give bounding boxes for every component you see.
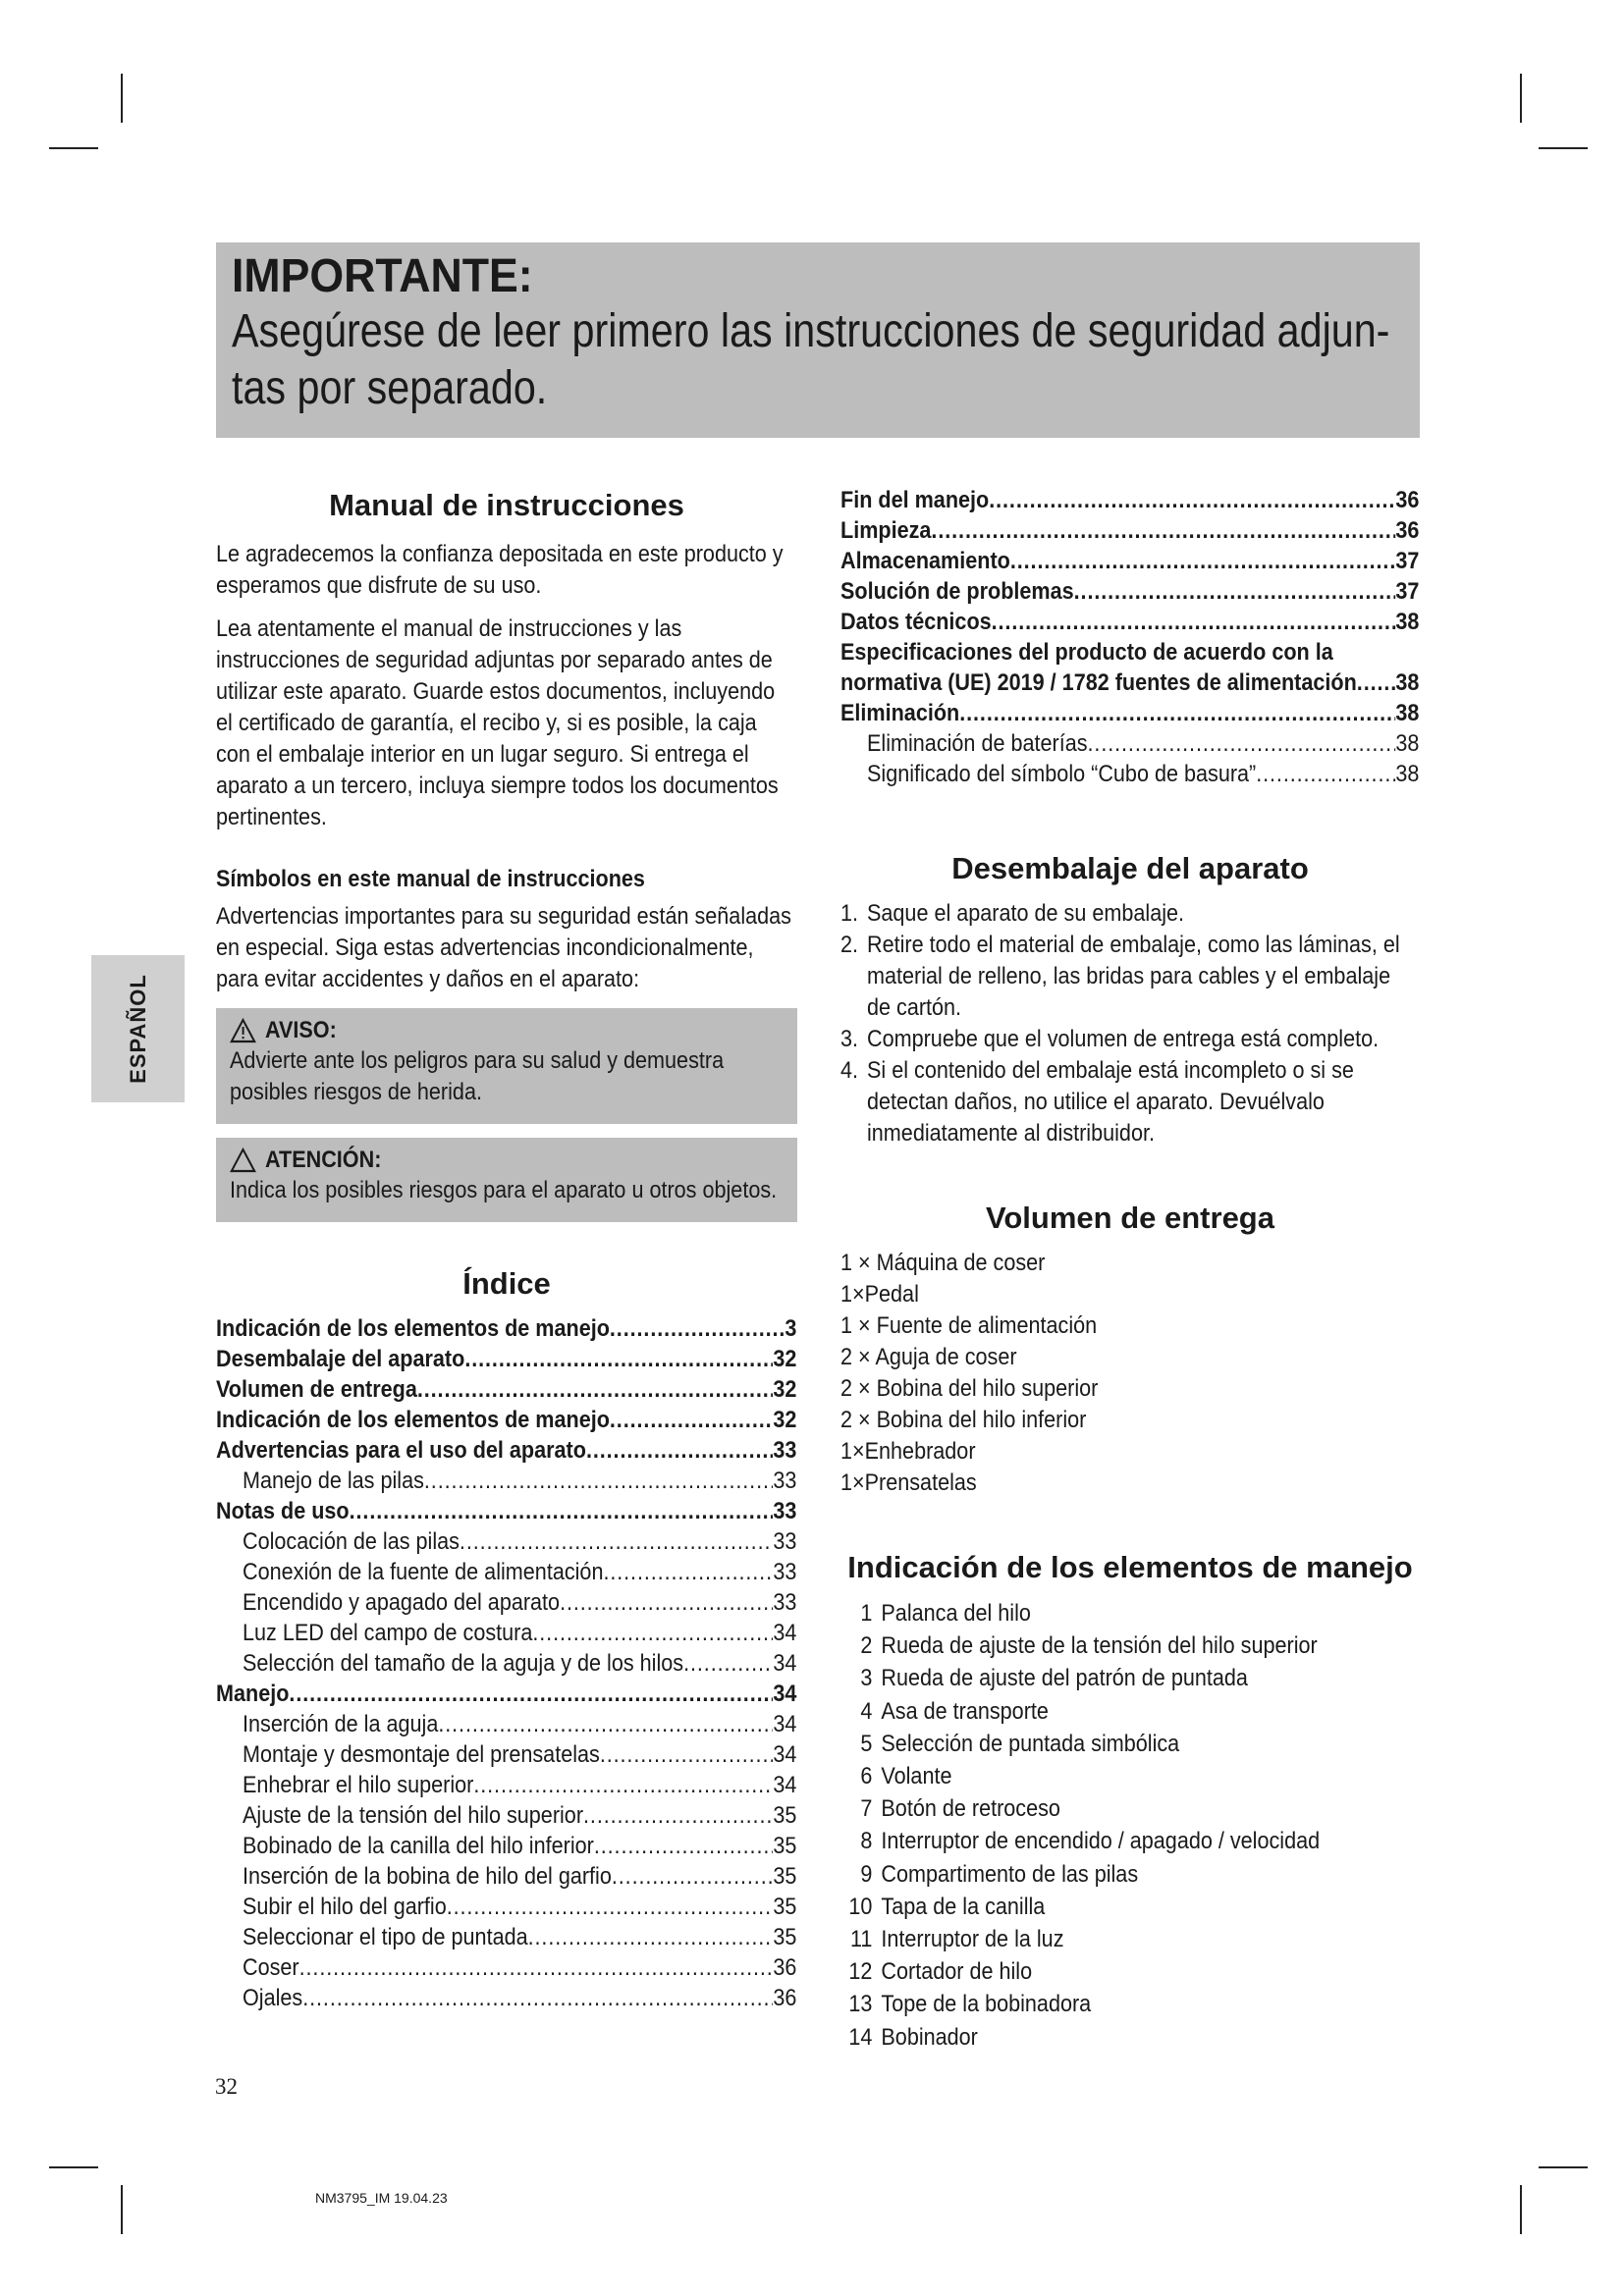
toc-leader-dots	[464, 1344, 773, 1374]
control-element-item	[840, 1760, 1419, 1792]
control-element-number: 3	[860, 1665, 873, 1692]
toc-entry-page: 33	[773, 1528, 797, 1555]
crop-mark	[1539, 2166, 1588, 2168]
toc-entry-page: 32	[773, 1407, 797, 1433]
toc-entry-label: Limpieza	[840, 517, 932, 544]
toc-entry-page: 34	[773, 1772, 797, 1798]
unpacking-step	[840, 1024, 1419, 1055]
toc-entry	[216, 1709, 796, 1739]
toc-entry-label: Bobinado de la canilla del hilo inferior	[243, 1833, 594, 1859]
control-element-number: 8	[860, 1828, 873, 1855]
toc-leader-dots	[1256, 759, 1395, 789]
control-element-item	[840, 1858, 1419, 1891]
toc-leader-dots	[460, 1526, 773, 1557]
crop-mark	[49, 2166, 98, 2168]
toc-entry-page: 33	[773, 1559, 797, 1585]
footer-code: NM3795_IM 19.04.23	[315, 2190, 448, 2206]
toc-leader-dots	[603, 1557, 773, 1587]
manual-intro: Le agradecemos la confianza depositada en este producto y esperamos que disfrute de su uso.	[216, 541, 784, 599]
toc-leader-dots	[438, 1709, 773, 1739]
toc-entry-label: Indicación de los elementos de manejo	[216, 1315, 610, 1342]
delivery-heading: Volumen de entrega	[986, 1201, 1274, 1235]
aviso-text: Advierte ante los peligros para su salud y demuestra posibles riesgos de herida.	[230, 1047, 725, 1105]
toc-leader-dots	[610, 1405, 773, 1435]
toc-entry	[840, 576, 1419, 607]
warning-icon	[230, 1018, 256, 1043]
toc-leader-dots	[992, 607, 1396, 637]
toc-entry-page: 32	[773, 1376, 797, 1403]
toc-entry-label: Eliminación	[840, 700, 960, 726]
symbols-heading: Símbolos en este manual de instrucciones	[216, 866, 645, 892]
control-element-label: Asa de transporte	[881, 1697, 1049, 1725]
step-text: Saque el aparato de su embalaje.	[867, 900, 1185, 927]
manual-body: Lea atentamente el manual de instrucciones y las instrucciones de seguridad adjuntas por separado antes de utilizar este aparato. Guarde estos documentos, incluyendo el certificado de garantía, el recibo y, si es posible, la caja con el embalaje interior en un lugar seguro. Si entrega el aparato a un tercero, incluya siempre todos los documentos pertinentes.	[216, 615, 779, 830]
toc-entry-label: Volumen de entrega	[216, 1376, 417, 1403]
control-element-label: Bobinador	[881, 2023, 978, 2051]
control-element-label: Compartimento de las pilas	[881, 1860, 1139, 1888]
toc-entry	[216, 1435, 796, 1466]
toc-entry-label: Almacenamiento	[840, 548, 1010, 574]
toc-entry	[840, 637, 1419, 667]
control-element-item	[840, 1695, 1419, 1728]
control-element-number: 11	[849, 1926, 873, 1953]
toc-leader-dots	[594, 1831, 774, 1861]
step-number: 1.	[840, 900, 859, 927]
toc-entry	[216, 1892, 796, 1922]
control-element-number: 4	[860, 1697, 873, 1725]
atencion-box	[216, 1138, 797, 1222]
unpacking-step	[840, 898, 1419, 930]
toc-entry	[840, 546, 1419, 576]
toc-entry-label: Colocación de las pilas	[243, 1528, 460, 1555]
control-element-number: 9	[860, 1860, 873, 1888]
step-number: 3.	[840, 1026, 859, 1052]
toc-entry-label: Datos técnicos	[840, 609, 992, 635]
control-element-item	[840, 1792, 1419, 1825]
warning-icon	[230, 1148, 256, 1173]
atencion-text: Indica los posibles riesgos para el aparato u otros objetos.	[230, 1177, 778, 1203]
toc-entry-label: Encendido y apagado del aparato	[243, 1589, 561, 1616]
toc-leader-dots	[959, 698, 1395, 728]
control-element-label: Cortador de hilo	[881, 1958, 1033, 1986]
toc-entry-label: Ajuste de la tensión del hilo superior	[243, 1802, 584, 1829]
toc-entry-label: Inserción de la aguja	[243, 1711, 439, 1737]
toc-entry-label: Manejo	[216, 1681, 290, 1707]
toc-entry	[216, 1313, 796, 1344]
toc-entry	[840, 607, 1419, 637]
banner-title: IMPORTANTE:	[232, 250, 533, 302]
toc-leader-dots	[1357, 667, 1396, 698]
step-number: 2.	[840, 932, 859, 958]
control-element-item	[840, 1662, 1419, 1694]
toc-leader-dots	[302, 1983, 773, 2013]
toc-entry-page: 36	[773, 1954, 797, 1981]
toc-entry-label: Advertencias para el uso del aparato	[216, 1437, 586, 1464]
toc-entry	[216, 1770, 796, 1800]
toc-entry-label: Subir el hilo del garfio	[243, 1894, 447, 1920]
toc-entry-page: 34	[773, 1620, 797, 1646]
toc-leader-dots	[612, 1861, 774, 1892]
toc-entry	[216, 1557, 796, 1587]
delivery-item: 2 × Bobina del hilo inferior	[840, 1407, 1087, 1433]
toc-entry	[216, 1922, 796, 1952]
control-element-label: Rueda de ajuste del patrón de puntada	[881, 1665, 1248, 1692]
toc-entry	[216, 1587, 796, 1618]
left-column	[216, 488, 797, 833]
toc-entry-page: 37	[1395, 548, 1420, 574]
control-element-item	[840, 1597, 1419, 1629]
toc-entry-page: 34	[773, 1711, 797, 1737]
unpacking-step	[840, 1055, 1419, 1149]
delivery-item: 1×Enhebrador	[840, 1438, 976, 1465]
toc-entry-page: 38	[1395, 669, 1420, 696]
control-element-number: 14	[848, 2023, 873, 2051]
control-element-number: 5	[860, 1730, 873, 1757]
unpacking-section	[840, 851, 1420, 1149]
crop-mark	[1520, 74, 1522, 123]
toc-entry	[216, 1983, 796, 2013]
control-element-label: Palanca del hilo	[881, 1600, 1031, 1627]
toc-entry-page: 33	[773, 1468, 797, 1494]
control-element-number: 6	[860, 1763, 873, 1790]
toc-entry-page: 3	[785, 1315, 797, 1342]
toc-entry-label: Conexión de la fuente de alimentación	[243, 1559, 604, 1585]
control-element-number: 2	[860, 1632, 873, 1660]
crop-mark	[121, 74, 123, 123]
toc-entry-label: Luz LED del campo de costura	[243, 1620, 533, 1646]
toc-leader-dots	[1010, 546, 1396, 576]
toc-leader-dots	[1088, 728, 1396, 759]
toc-entry-label: Coser	[243, 1954, 299, 1981]
toc-entry	[216, 1679, 796, 1709]
control-element-item	[840, 1825, 1419, 1857]
toc-entry-page: 35	[773, 1833, 797, 1859]
toc-entry-page: 35	[773, 1863, 797, 1890]
toc-entry	[216, 1739, 796, 1770]
toc-entry	[216, 1618, 796, 1648]
toc-entry-page: 32	[773, 1346, 797, 1372]
control-element-label: Interruptor de la luz	[881, 1926, 1064, 1953]
toc-entry-label: Selección del tamaño de la aguja y de los hilos	[243, 1650, 684, 1677]
toc-leader-dots	[473, 1770, 773, 1800]
crop-mark	[1520, 2185, 1522, 2234]
toc-entry-label: Montaje y desmontaje del prensatelas	[243, 1741, 600, 1768]
toc-leader-dots	[350, 1496, 774, 1526]
control-element-item	[840, 1988, 1419, 2020]
toc-leader-dots	[583, 1800, 773, 1831]
toc-entry	[840, 728, 1419, 759]
toc-entry	[840, 698, 1419, 728]
control-element-label: Rueda de ajuste de la tensión del hilo superior	[881, 1632, 1318, 1660]
crop-mark	[49, 147, 98, 149]
step-text: Compruebe que el volumen de entrega está completo.	[867, 1026, 1380, 1052]
toc-entry-label: Notas de uso	[216, 1498, 350, 1524]
toc-entry	[216, 1648, 796, 1679]
toc-leader-dots	[417, 1374, 774, 1405]
toc-entry	[840, 515, 1419, 546]
toc-entry-page: 37	[1395, 578, 1420, 605]
control-element-number: 13	[848, 1991, 873, 2018]
elements-heading: Indicación de los elementos de manejo	[847, 1550, 1413, 1584]
toc-entry-page: 38	[1395, 700, 1420, 726]
toc-entry-label: Fin del manejo	[840, 487, 990, 513]
toc-entry-label: normativa (UE) 2019 / 1782 fuentes de alimentación	[840, 669, 1357, 696]
delivery-item: 1×Pedal	[840, 1281, 919, 1308]
manual-heading: Manual de instrucciones	[329, 488, 684, 522]
control-element-number: 10	[848, 1893, 873, 1920]
toc-entry	[216, 1861, 796, 1892]
control-element-label: Tope de la bobinadora	[881, 1991, 1092, 2018]
banner-text: Asegúrese de leer primero las instrucciones de seguridad adjun-tas por separado.	[232, 305, 1390, 414]
toc-leader-dots	[989, 485, 1395, 515]
toc-entry-page: 38	[1395, 730, 1420, 757]
delivery-item: 2 × Aguja de coser	[840, 1344, 1017, 1370]
toc-entry	[216, 1374, 796, 1405]
toc-entry-page: 35	[773, 1894, 797, 1920]
index-heading: Índice	[462, 1266, 551, 1301]
toc-entry-page: 36	[1395, 517, 1420, 544]
delivery-item: 1×Prensatelas	[840, 1469, 977, 1496]
delivery-item: 2 × Bobina del hilo superior	[840, 1375, 1099, 1402]
toc-leader-dots	[532, 1618, 773, 1648]
delivery-item: 1 × Fuente de alimentación	[840, 1312, 1098, 1339]
toc-continued	[840, 485, 1420, 789]
toc-entry-label: Significado del símbolo “Cubo de basura”	[867, 761, 1257, 787]
control-element-item	[840, 1728, 1419, 1760]
unpacking-heading: Desembalaje del aparato	[951, 851, 1309, 885]
toc-leader-dots	[528, 1922, 774, 1952]
toc-entry-label: Manejo de las pilas	[243, 1468, 424, 1494]
toc-entry	[216, 1831, 796, 1861]
control-element-item	[840, 1629, 1419, 1662]
symbols-text: Advertencias importantes para su seguridad están señaladas en especial. Siga estas advertencias incondicionalmente, para evitar accidentes y daños en el aparato:	[216, 903, 791, 992]
toc-entry-page: 36	[773, 1985, 797, 2011]
control-element-label: Volante	[881, 1763, 952, 1790]
toc-entry-page: 38	[1395, 761, 1420, 787]
control-element-item	[840, 1955, 1419, 1988]
step-text: Retire todo el material de embalaje, como las láminas, el material de relleno, las bridas para cables y el embalaje de cartón.	[867, 932, 1400, 1021]
toc-entry-label: Especificaciones del producto de acuerdo con la	[840, 639, 1333, 666]
toc-entry-label: Desembalaje del aparato	[216, 1346, 465, 1372]
toc-leader-dots	[560, 1587, 773, 1618]
toc-leader-dots	[600, 1739, 774, 1770]
toc-entry	[216, 1405, 796, 1435]
crop-mark	[121, 2185, 123, 2234]
toc-leader-dots	[424, 1466, 773, 1496]
toc-entry-label: Enhebrar el hilo superior	[243, 1772, 474, 1798]
language-tab	[91, 955, 185, 1102]
toc-entry-label: Indicación de los elementos de manejo	[216, 1407, 610, 1433]
control-element-item	[840, 1923, 1419, 1955]
delivery-section	[840, 1201, 1420, 1499]
control-element-number: 7	[860, 1795, 873, 1823]
toc-entry-page: 34	[773, 1650, 797, 1677]
delivery-item: 1 × Máquina de coser	[840, 1250, 1046, 1276]
toc-leader-dots	[610, 1313, 785, 1344]
unpacking-step	[840, 930, 1419, 1024]
toc-entry	[216, 1344, 796, 1374]
toc-entry-page: 34	[773, 1681, 797, 1707]
control-element-label: Botón de retroceso	[881, 1795, 1060, 1823]
toc-entry-page: 33	[773, 1498, 797, 1524]
toc-leader-dots	[299, 1952, 774, 1983]
aviso-box	[216, 1008, 797, 1124]
toc-entry	[216, 1496, 796, 1526]
control-element-number: 1	[860, 1600, 873, 1627]
toc-entry-label: Solución de problemas	[840, 578, 1074, 605]
control-element-label: Selección de puntada simbólica	[881, 1730, 1180, 1757]
important-banner	[216, 242, 1420, 438]
toc-entry-label: Seleccionar el tipo de puntada	[243, 1924, 528, 1950]
toc-entry-page: 36	[1395, 487, 1420, 513]
control-element-label: Tapa de la canilla	[881, 1893, 1046, 1920]
toc-entry-page: 34	[773, 1741, 797, 1768]
toc-leader-dots	[931, 515, 1395, 546]
control-element-item	[840, 1891, 1419, 1923]
atencion-title: ATENCIÓN:	[265, 1147, 382, 1173]
crop-mark	[1539, 147, 1588, 149]
control-element-label: Interruptor de encendido / apagado / velocidad	[881, 1828, 1321, 1855]
toc-entry-page: 33	[773, 1437, 797, 1464]
page-number: 32	[215, 2074, 238, 2099]
index-section	[216, 1266, 797, 2013]
step-number: 4.	[840, 1057, 859, 1084]
toc-entry-page: 35	[773, 1924, 797, 1950]
toc-entry-label: Ojales	[243, 1985, 303, 2011]
step-text: Si el contenido del embalaje está incompleto o si se detectan daños, no utilice el aparato. Devuélvalo inmediatamente al distribuidor.	[867, 1057, 1354, 1147]
toc-entry-page: 33	[773, 1589, 797, 1616]
toc-leader-dots	[683, 1648, 773, 1679]
toc-entry	[216, 1466, 796, 1496]
toc-entry-page: 35	[773, 1802, 797, 1829]
toc-entry	[216, 1526, 796, 1557]
language-tab-label: ESPAÑOL	[125, 974, 150, 1084]
aviso-title: AVISO:	[265, 1017, 337, 1043]
toc-entry-label: Eliminación de baterías	[867, 730, 1088, 757]
toc-entry	[216, 1952, 796, 1983]
toc-leader-dots	[289, 1679, 773, 1709]
toc-entry	[840, 485, 1419, 515]
toc-entry	[216, 1800, 796, 1831]
toc-leader-dots	[1074, 576, 1396, 607]
toc-entry-page: 38	[1395, 609, 1420, 635]
control-element-item	[840, 2021, 1419, 2054]
toc-entry-label: Inserción de la bobina de hilo del garfio	[243, 1863, 612, 1890]
toc-leader-dots	[586, 1435, 773, 1466]
control-element-number: 12	[848, 1958, 873, 1986]
toc-entry	[840, 759, 1419, 789]
elements-section	[840, 1550, 1420, 2054]
toc-leader-dots	[447, 1892, 774, 1922]
toc-entry	[840, 667, 1419, 698]
symbols-section	[216, 866, 797, 995]
